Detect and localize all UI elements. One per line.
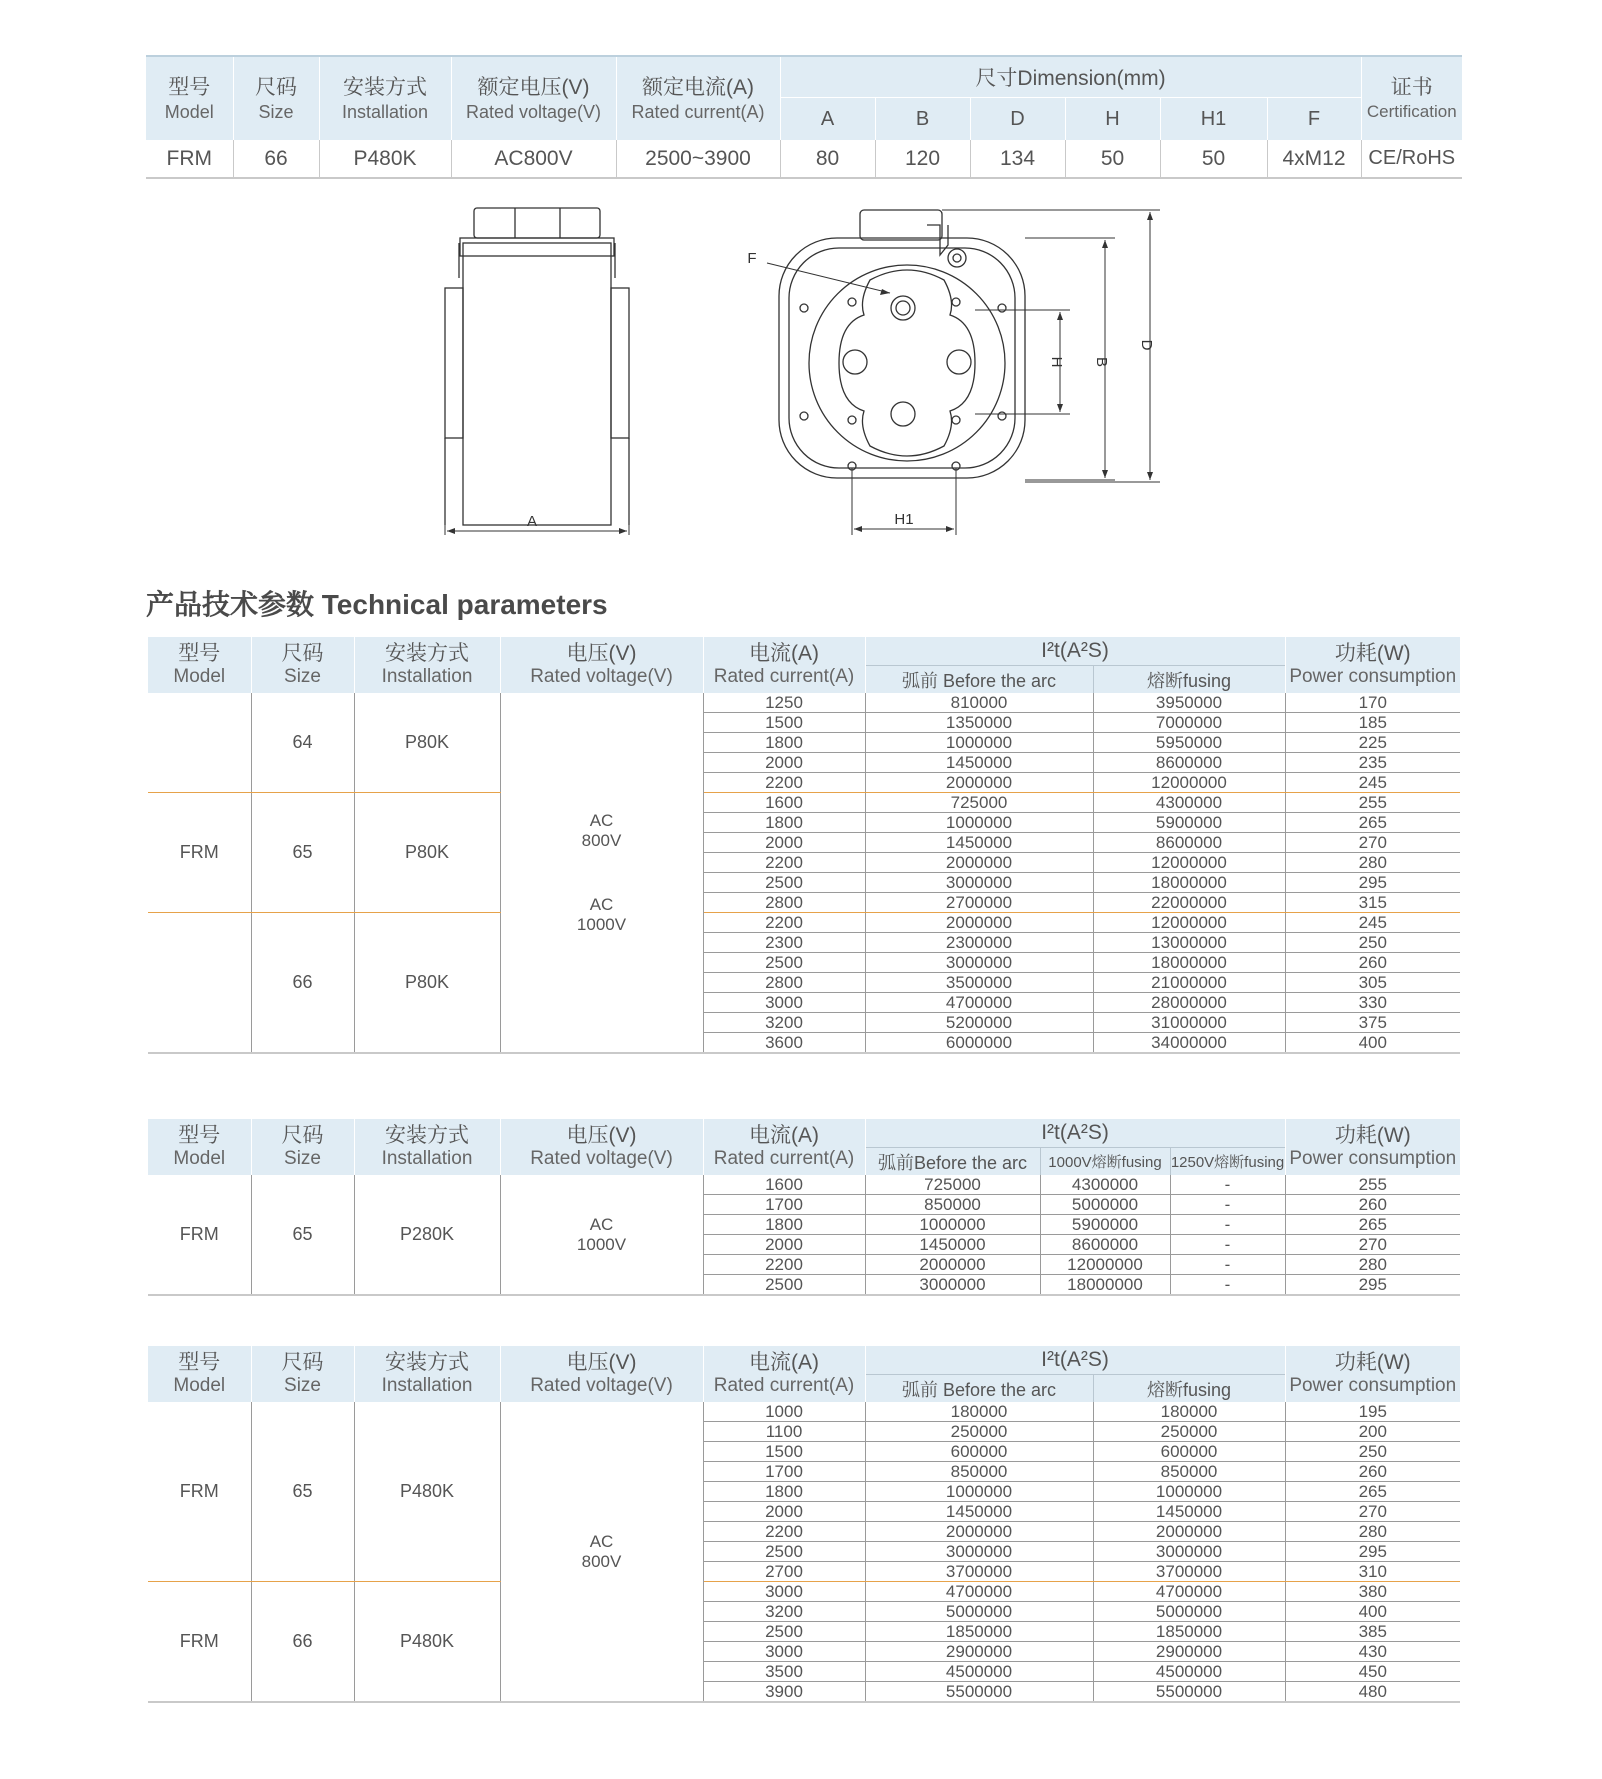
cell-i2t: 18000000 [1093,953,1285,973]
cell-i2t: 34000000 [1093,1033,1285,1054]
cell-i2t: 850000 [1093,1462,1285,1482]
dim-label-b: B [1093,356,1110,368]
cell-installation: P80K [354,913,500,1054]
cell-i2t: 13000000 [1093,933,1285,953]
tech-params-table-3-body [148,1402,1460,1702]
cell-i2t: 1350000 [865,713,1093,733]
cell-current: 2200 [703,913,865,933]
header-current: 电流(A) Rated current(A) [703,1346,865,1402]
header-voltage: 电压(V) Rated voltage(V) [500,637,703,693]
header-model: 型号 Model [148,1119,251,1175]
cell-power: 280 [1285,853,1460,873]
dim-label-d: D [1138,339,1155,351]
cell-current: 2000 [703,1502,865,1522]
header-i2t: I²t(A²S) [865,637,1285,666]
header-rated-current: 额定电流(A) Rated current(A) [616,56,780,140]
cell-voltage [500,1402,703,1702]
cell-i2t: 3000000 [865,873,1093,893]
cell-current: 2500 [703,1622,865,1642]
cell-i2t: 8600000 [1040,1235,1170,1255]
dimension-table [146,55,1462,179]
cell-i2t: 1450000 [865,833,1093,853]
cell-power: 200 [1285,1422,1460,1442]
cell-current: 2000 [703,753,865,773]
cell-current: 1700 [703,1195,865,1215]
cell-power: 250 [1285,1442,1460,1462]
cell-i2t: 1000000 [865,1482,1093,1502]
cell-i2t: 28000000 [1093,993,1285,1013]
cell-i2t: 2900000 [1093,1642,1285,1662]
cell-i2t: 2300000 [865,933,1093,953]
cell-size: 65 [251,793,354,913]
tech-params-table-2-body [148,1175,1460,1295]
cell-installation: P80K [354,693,500,793]
cell-i2t: 3000000 [865,1542,1093,1562]
cell-dim-h: 50 [1065,140,1160,178]
cell-i2t: 1850000 [865,1622,1093,1642]
cell-power: 245 [1285,913,1460,933]
cell-size: 66 [251,913,354,1054]
cell-i2t: 250000 [1093,1422,1285,1442]
cell-current: 1600 [703,1175,865,1195]
cell-current: 3600 [703,1033,865,1054]
cell-current: 1500 [703,713,865,733]
cell-power: 235 [1285,753,1460,773]
cell-i2t: 3700000 [1093,1562,1285,1582]
cell-power: 245 [1285,773,1460,793]
cell-current: 1700 [703,1462,865,1482]
header-voltage: 电压(V) Rated voltage(V) [500,1346,703,1402]
header-rated-voltage: 额定电压(V) Rated voltage(V) [451,56,616,140]
cell-i2t: 18000000 [1040,1275,1170,1296]
cell-i2t: 21000000 [1093,973,1285,993]
cell-installation: P480K [354,1582,500,1703]
cell-i2t: 5500000 [865,1682,1093,1703]
dimension-row [146,140,1462,178]
cell-i2t: 850000 [865,1195,1040,1215]
cell-power: 430 [1285,1642,1460,1662]
cell-i2t: 4700000 [865,993,1093,1013]
table-row [148,1402,1460,1422]
cell-power: 375 [1285,1013,1460,1033]
cell-i2t: 7000000 [1093,713,1285,733]
cell-size: 65 [251,1402,354,1582]
cell-size: 65 [251,1175,354,1295]
cell-current: 2000 [703,1235,865,1255]
header-installation: 安装方式 Installation [319,56,451,140]
table-row [148,913,1460,933]
header-power: 功耗(W) Power consumption [1289,1351,1457,1396]
cell-i2t: - [1170,1255,1285,1275]
header-model: 型号 Model [148,637,251,693]
cell-dim-f: 4xM12 [1267,140,1361,178]
cell-i2t: 600000 [1093,1442,1285,1462]
dim-label-h: H [1048,356,1065,368]
cell-power: 225 [1285,733,1460,753]
cell-power: 295 [1285,1542,1460,1562]
cell-power: 310 [1285,1562,1460,1582]
cell-i2t: 4300000 [1093,793,1285,813]
cell-i2t: 2000000 [865,773,1093,793]
cell-i2t: 4700000 [1093,1582,1285,1602]
cell-current: 2700 [703,1562,865,1582]
header-dim-d: D [970,98,1065,141]
cell-current: 2300 [703,933,865,953]
cell-current: 3000 [703,993,865,1013]
cell-current: 1600 [703,793,865,813]
header-size: 尺码 Size [251,637,354,693]
header-dimension-group: 尺寸Dimension(mm) [780,56,1361,98]
cell-i2t: 725000 [865,1175,1040,1195]
cell-current: 2500 [703,1542,865,1562]
header-model: 型号 Model [146,56,233,140]
header-installation: 安装方式 Installation [354,1346,500,1402]
header-installation: 安装方式 Installation [354,637,500,693]
cell-current: 2500 [703,953,865,973]
cell-i2t: 3000000 [865,953,1093,973]
cell-voltage: AC800V [451,140,616,178]
cell-model: FRM [148,793,251,913]
cell-i2t: 3500000 [865,973,1093,993]
cell-i2t: - [1170,1175,1285,1195]
cell-i2t: 4500000 [1093,1662,1285,1682]
table-row [148,1582,1460,1602]
cell-i2t: 5900000 [1093,813,1285,833]
cell-power: 295 [1285,1275,1460,1296]
cell-i2t: 3700000 [865,1562,1093,1582]
cell-power: 295 [1285,873,1460,893]
cell-i2t: 1450000 [865,1502,1093,1522]
cell-current: 1800 [703,1215,865,1235]
section-title: 产品技术参数 Technical parameters [146,589,608,620]
cell-current: 1500 [703,1442,865,1462]
cell-current: 1250 [703,693,865,713]
cell-power: 185 [1285,713,1460,733]
cell-i2t: 4300000 [1040,1175,1170,1195]
cell-current: 2200 [703,1255,865,1275]
cell-power: 260 [1285,953,1460,973]
header-power: 功耗(W) Power consumption [1289,642,1457,687]
dim-label-a: A [526,513,538,530]
cell-i2t: 180000 [865,1402,1093,1422]
cell-current: 3200 [703,1013,865,1033]
cell-i2t: 22000000 [1093,893,1285,913]
cell-i2t: 2000000 [865,913,1093,933]
header-power: 功耗(W) Power consumption [1289,1124,1457,1169]
voltage-line: 1000V [576,1234,627,1254]
header-voltage: 电压(V) Rated voltage(V) [500,1119,703,1175]
cell-size: 66 [233,140,319,178]
cell-installation: P480K [354,1402,500,1582]
voltage-line: 800V [581,1551,622,1571]
cell-current: 2000 [703,833,865,853]
cell-i2t: 8600000 [1093,833,1285,853]
voltage-line: 800V [581,830,622,850]
cell-power: 260 [1285,1462,1460,1482]
cell-i2t: 6000000 [865,1033,1093,1054]
cell-dim-d: 134 [970,140,1065,178]
cell-voltage [500,693,703,1053]
header-before-arc: 弧前 Before the arc [865,1375,1093,1403]
cell-i2t: - [1170,1195,1285,1215]
cell-i2t: 5500000 [1093,1682,1285,1703]
cell-i2t: 12000000 [1093,853,1285,873]
cell-dim-h1: 50 [1160,140,1267,178]
cell-i2t: 4500000 [865,1662,1093,1682]
cell-i2t: 2900000 [865,1642,1093,1662]
cell-current: 2500~3900 [616,140,780,178]
voltage-line: AC [589,810,614,830]
header-model: 型号 Model [148,1346,251,1402]
cell-current: 2200 [703,773,865,793]
cell-power: 270 [1285,1235,1460,1255]
header-dim-b: B [875,98,970,141]
cell-current: 2200 [703,1522,865,1542]
cell-voltage [500,1175,703,1295]
voltage-line: AC [589,1214,614,1234]
voltage-line: AC [589,894,614,914]
cell-i2t: 1850000 [1093,1622,1285,1642]
tech-params-table-1 [148,637,1460,1054]
cell-current: 1800 [703,813,865,833]
cell-installation: P280K [354,1175,500,1295]
cell-model: FRM [148,1402,251,1582]
table-row [148,793,1460,813]
cell-power: 270 [1285,833,1460,853]
cell-current: 3200 [703,1602,865,1622]
cell-power: 480 [1285,1682,1460,1703]
cell-model-empty [148,693,251,793]
header-fusing: 熔断fusing [1093,666,1285,694]
header-i2t: I²t(A²S) [865,1346,1285,1375]
cell-model: FRM [148,1582,251,1703]
cell-i2t: 850000 [865,1462,1093,1482]
table-row [148,693,1460,713]
cell-current: 2800 [703,893,865,913]
header-dim-a: A [780,98,875,141]
cell-i2t: 1450000 [865,1235,1040,1255]
cell-current: 1000 [703,1402,865,1422]
cell-i2t: 2000000 [865,853,1093,873]
dim-label-f: F [747,250,757,267]
tech-params-table-1-body [148,693,1460,1053]
cell-power: 400 [1285,1033,1460,1054]
cell-power: 330 [1285,993,1460,1013]
cell-power: 280 [1285,1255,1460,1275]
cell-i2t: 2000000 [865,1255,1040,1275]
cell-certification: CE/RoHS [1368,147,1456,169]
front-view [779,210,1025,478]
header-dim-h: H [1065,98,1160,141]
cell-current: 2500 [703,873,865,893]
cell-i2t: 5200000 [865,1013,1093,1033]
cell-current: 1800 [703,1482,865,1502]
cell-i2t: 3000000 [865,1275,1040,1296]
cell-installation: P480K [319,140,451,178]
voltage-line: AC [589,1531,614,1551]
cell-i2t: 5000000 [1040,1195,1170,1215]
cell-power: 255 [1285,1175,1460,1195]
cell-current: 1800 [703,733,865,753]
cell-i2t: 12000000 [1093,913,1285,933]
header-installation: 安装方式 Installation [354,1119,500,1175]
cell-power: 170 [1285,693,1460,713]
cell-power: 250 [1285,933,1460,953]
cell-i2t: 5900000 [1040,1215,1170,1235]
cell-i2t: 5950000 [1093,733,1285,753]
cell-i2t: 1000000 [865,813,1093,833]
cell-i2t: 31000000 [1093,1013,1285,1033]
header-fusing: 熔断fusing [1093,1375,1285,1403]
cell-power: 255 [1285,793,1460,813]
header-dim-f: F [1267,98,1361,141]
cell-i2t: 180000 [1093,1402,1285,1422]
cell-power: 400 [1285,1602,1460,1622]
cell-i2t: 1000000 [865,1215,1040,1235]
cell-model-empty [148,913,251,1054]
side-view [445,208,629,525]
cell-model: FRM [148,1175,251,1295]
cell-dim-b: 120 [875,140,970,178]
cell-i2t: 18000000 [1093,873,1285,893]
cell-i2t: 250000 [865,1422,1093,1442]
header-dim-h1: H1 [1160,98,1267,141]
cell-i2t: 810000 [865,693,1093,713]
cell-current: 2500 [703,1275,865,1296]
cell-power: 265 [1285,1215,1460,1235]
header-current: 电流(A) Rated current(A) [703,637,865,693]
cell-i2t: - [1170,1275,1285,1296]
header-certification: 证书 Certification [1366,75,1457,121]
dim-label-h1: H1 [894,511,914,528]
cell-model: FRM [146,140,233,178]
fuse-technical-drawing [430,205,1190,535]
header-fusing-1000v: 1000V熔断fusing [1040,1148,1170,1176]
cell-current: 1100 [703,1422,865,1442]
cell-i2t: 725000 [865,793,1093,813]
header-size: 尺码 Size [233,56,319,140]
cell-i2t: 1000000 [865,733,1093,753]
cell-i2t: 12000000 [1093,773,1285,793]
cell-power: 385 [1285,1622,1460,1642]
cell-power: 450 [1285,1662,1460,1682]
cell-i2t: 1450000 [865,753,1093,773]
cell-current: 2800 [703,973,865,993]
cell-power: 260 [1285,1195,1460,1215]
cell-current: 3000 [703,1642,865,1662]
header-fusing-1250v: 1250V熔断fusing [1170,1148,1285,1176]
tech-params-table-2 [148,1119,1460,1296]
cell-power: 195 [1285,1402,1460,1422]
cell-power: 265 [1285,813,1460,833]
header-before-arc: 弧前Before the arc [865,1148,1040,1176]
header-size: 尺码 Size [251,1119,354,1175]
table-row [148,1175,1460,1195]
cell-size: 66 [251,1582,354,1703]
cell-power: 380 [1285,1582,1460,1602]
cell-i2t: - [1170,1235,1285,1255]
header-current: 电流(A) Rated current(A) [703,1119,865,1175]
cell-power: 270 [1285,1502,1460,1522]
voltage-line: 1000V [576,914,627,934]
cell-dim-a: 80 [780,140,875,178]
cell-i2t: 5000000 [1093,1602,1285,1622]
cell-i2t: 3950000 [1093,693,1285,713]
cell-i2t: - [1170,1215,1285,1235]
header-size: 尺码 Size [251,1346,354,1402]
cell-i2t: 2700000 [865,893,1093,913]
cell-i2t: 12000000 [1040,1255,1170,1275]
cell-size: 64 [251,693,354,793]
cell-installation: P80K [354,793,500,913]
cell-power: 305 [1285,973,1460,993]
cell-i2t: 5000000 [865,1602,1093,1622]
cell-power: 315 [1285,893,1460,913]
header-i2t: I²t(A²S) [865,1119,1285,1148]
cell-power: 265 [1285,1482,1460,1502]
cell-i2t: 4700000 [865,1582,1093,1602]
cell-i2t: 3000000 [1093,1542,1285,1562]
tech-params-table-3 [148,1346,1460,1703]
cell-current: 3500 [703,1662,865,1682]
cell-i2t: 1000000 [1093,1482,1285,1502]
cell-current: 3900 [703,1682,865,1703]
cell-i2t: 2000000 [1093,1522,1285,1542]
cell-i2t: 8600000 [1093,753,1285,773]
cell-current: 2200 [703,853,865,873]
cell-i2t: 600000 [865,1442,1093,1462]
cell-current: 3000 [703,1582,865,1602]
header-before-arc: 弧前 Before the arc [865,666,1093,694]
cell-power: 280 [1285,1522,1460,1542]
cell-i2t: 1450000 [1093,1502,1285,1522]
cell-i2t: 2000000 [865,1522,1093,1542]
